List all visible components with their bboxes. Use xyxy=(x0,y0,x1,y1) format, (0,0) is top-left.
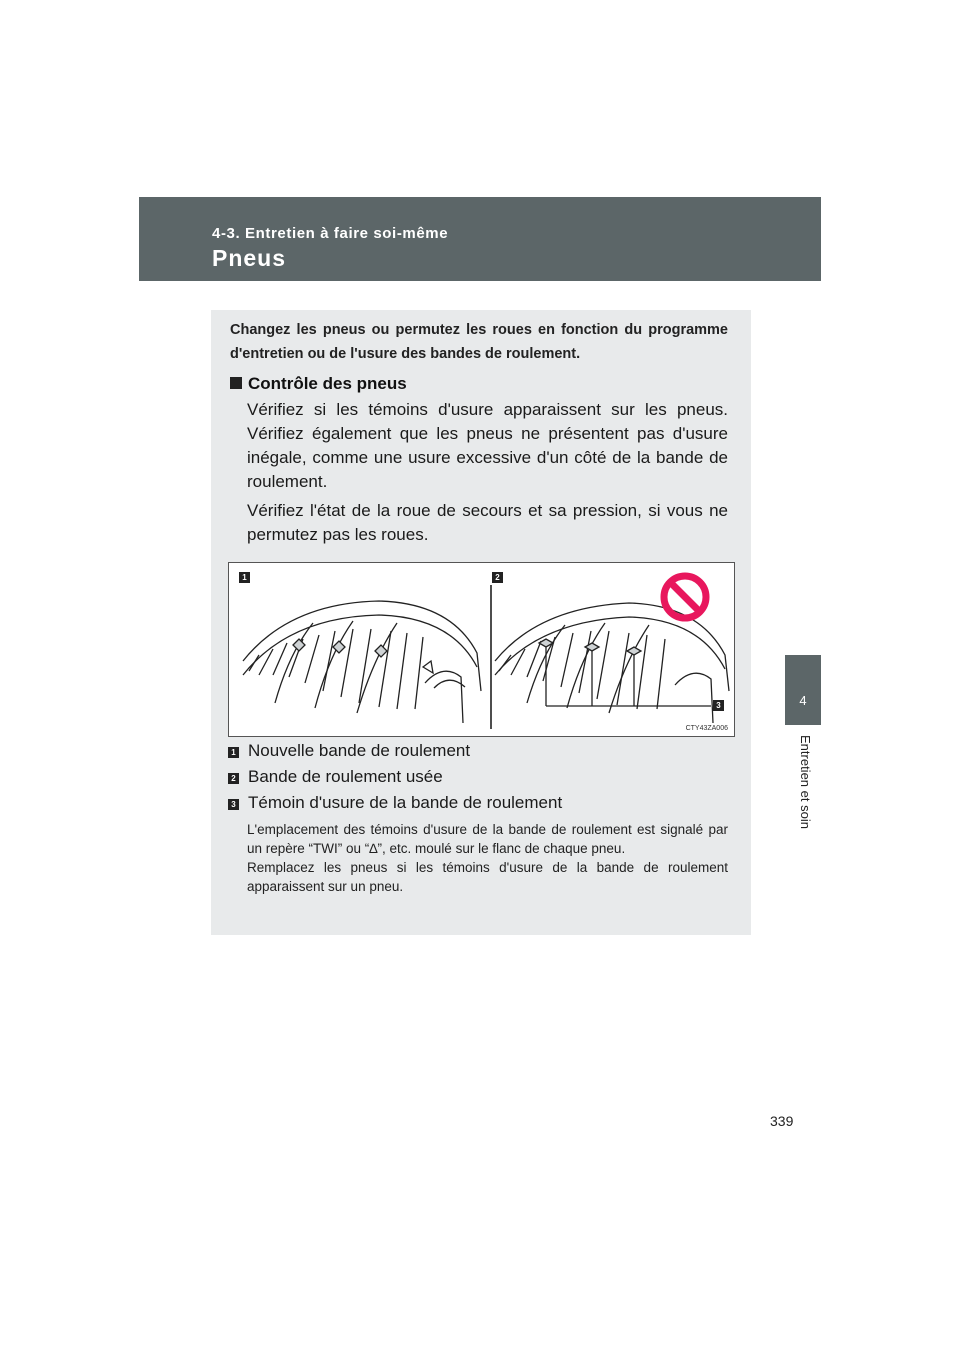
intro-text: Changez les pneus ou permutez les roues en fonction du programme d'entretien ou de l'usure des bandes de roulement. xyxy=(230,322,728,362)
legend-number-2: 2 xyxy=(228,773,239,784)
tire-drawing xyxy=(229,563,734,736)
legend-item-3 xyxy=(228,793,562,813)
note-text xyxy=(247,820,728,896)
paragraph-2: Vérifiez l'état de la roue de secours et sa pression, si vous ne permutez pas les roues. xyxy=(247,501,728,544)
callout-2: 2 xyxy=(492,572,503,583)
legend-item-1 xyxy=(228,741,470,761)
legend-text-1: Nouvelle bande de roulement xyxy=(248,741,471,760)
no-symbol-icon xyxy=(664,576,706,618)
subheading xyxy=(230,374,407,394)
subheading-text: Contrôle des pneus xyxy=(248,374,407,393)
header-bar xyxy=(139,197,821,281)
legend-item-2 xyxy=(228,767,443,787)
note-line-2: Remplacez les pneus si les témoins d'usure de la bande de roulement apparaissent sur un pneu. xyxy=(247,860,728,894)
new-tire-drawing xyxy=(243,601,481,723)
chapter-number: 4 xyxy=(799,693,807,708)
legend-number-1: 1 xyxy=(228,747,239,758)
section-title: 4-3. Entretien à faire soi-même xyxy=(212,225,449,242)
worn-tire-drawing xyxy=(495,603,729,723)
legend-text-3: Témoin d'usure de la bande de roulement xyxy=(248,793,563,812)
paragraph-1: Vérifiez si les témoins d'usure apparaissent sur les pneus. Vérifiez également que les pneus ne présentent pas d'usure inégale, comme une usure excessive d'un côté de la bande de roulement. xyxy=(247,400,728,491)
content-panel xyxy=(211,310,751,935)
tire-illustration xyxy=(228,562,735,737)
chapter-label: Entretien et soin xyxy=(798,735,813,829)
chapter-tab[interactable] xyxy=(785,655,821,725)
page-number: 339 xyxy=(770,1113,794,1129)
figure-code: CTY43ZA006 xyxy=(685,725,728,732)
note-line-1: L'emplacement des témoins d'usure de la bande de roulement est signalé par un repère “TWI” ou “∆”, etc. moulé sur le flanc de chaque pneu. xyxy=(247,822,728,856)
callout-3: 3 xyxy=(713,700,724,711)
legend-text-2: Bande de roulement usée xyxy=(248,767,443,786)
callout-1: 1 xyxy=(239,572,250,583)
square-bullet-icon xyxy=(230,377,242,389)
legend-number-3: 3 xyxy=(228,799,239,810)
page-title: Pneus xyxy=(212,245,287,271)
